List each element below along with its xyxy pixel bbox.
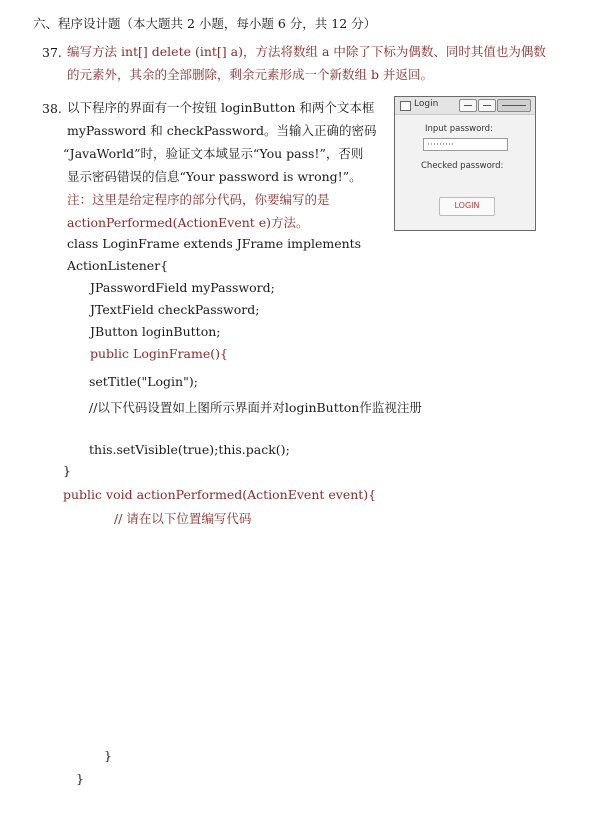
section-title: 六、程序设计题（本大题共 2 小题，每小题 6 分，共 12 分） [33, 16, 377, 31]
code-line: JButton loginButton; [90, 324, 221, 339]
window-icon [400, 101, 411, 111]
code-line: public void actionPerformed(ActionEvent event){ [63, 487, 377, 502]
input-password-label: Input password: [425, 124, 493, 134]
password-field[interactable]: ········· [423, 138, 508, 151]
closing-brace: } [104, 748, 112, 763]
login-window-title: Login [414, 99, 439, 109]
code-line: JPasswordField myPassword; [90, 280, 275, 295]
question-38-line-1: 以下程序的界面有一个按钮 loginButton 和两个文本框 [67, 100, 375, 115]
closing-brace: } [76, 771, 84, 786]
checked-password-label: Checked password: [421, 161, 504, 171]
code-line: this.setVisible(true);this.pack(); [89, 442, 290, 457]
question-38-line-3: “JavaWorld”时，验证文本域显示“You pass!”，否则 [63, 146, 364, 161]
question-38-note-line-2: actionPerformed(ActionEvent e)方法。 [67, 215, 309, 230]
question-37-number: 37. [42, 45, 62, 60]
login-button[interactable]: LOGIN [439, 197, 495, 216]
question-38-number: 38. [42, 101, 62, 116]
login-window-titlebar [395, 97, 535, 115]
code-line: class LoginFrame extends JFrame implements [67, 236, 362, 251]
minimize-icon[interactable] [459, 99, 477, 112]
question-37-line-1: 编写方法 int[] delete (int[] a)，方法将数组 a 中除了下标为偶数、同时其值也为偶数 [67, 44, 546, 59]
code-line: JTextField checkPassword; [90, 302, 260, 317]
question-38-note-line-1: 注：这里是给定程序的部分代码，你要编写的是 [67, 192, 330, 207]
question-38-line-4: 显示密码错误的信息“Your password is wrong!”。 [67, 169, 362, 184]
close-icon[interactable] [497, 99, 531, 112]
question-38-line-2: myPassword 和 checkPassword。当输入正确的密码 [67, 123, 377, 138]
code-line: //以下代码设置如上图所示界面并对loginButton作监视注册 [89, 400, 422, 415]
code-line: } [63, 463, 71, 478]
login-window [394, 96, 536, 231]
question-37-line-2: 的元素外，其余的全部删除，剩余元素形成一个新数组 b 并返回。 [67, 67, 433, 82]
code-line: ActionListener{ [67, 258, 169, 273]
maximize-icon[interactable] [478, 99, 496, 112]
code-line: public LoginFrame(){ [90, 346, 228, 361]
code-comment: // 请在以下位置编写代码 [114, 511, 252, 526]
code-line: setTitle("Login"); [89, 374, 198, 389]
